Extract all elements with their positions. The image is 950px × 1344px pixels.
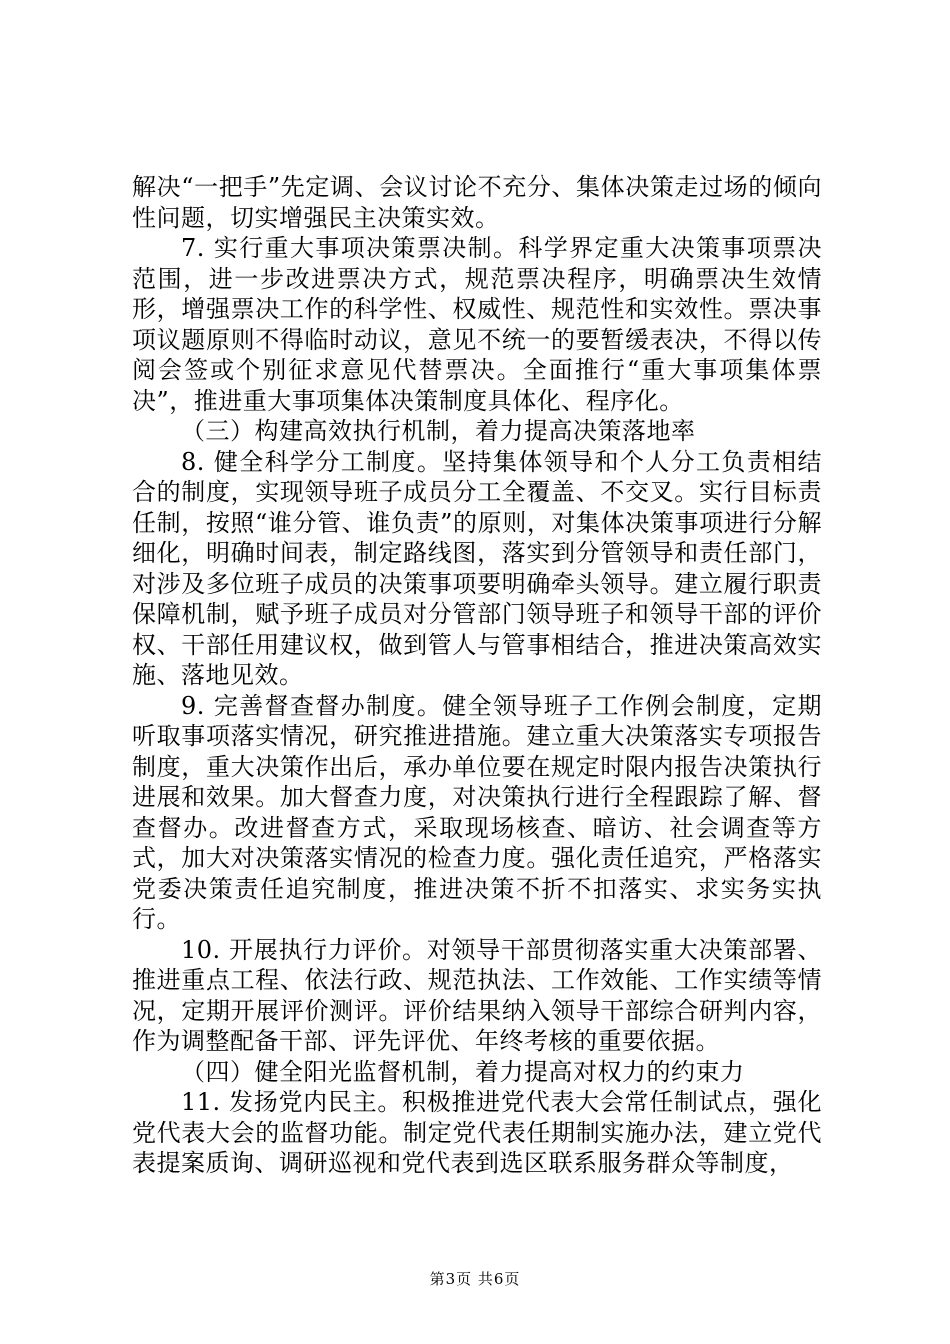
paragraph-item-10: 10. 开展执行力评价。对领导干部贯彻落实重大决策部署、推进重点工程、依法行政、规范执法、工作效能、工作实绩等情况，定期开展评价测评。评价结果纳入领导干部综合研判内容，作为调整配备干部、评先评优、年终考核的重要依据。 xyxy=(132,935,822,1055)
paragraph-continuation: 解决“一把手”先定调、会议讨论不充分、集体决策走过场的倾向性问题，切实增强民主决策实效。 xyxy=(132,173,822,232)
section-heading-4: （四）健全阳光监督机制，着力提高对权力的约束力 xyxy=(181,1057,745,1086)
page-footer: 第3页 共6页 xyxy=(429,1270,521,1288)
section-heading-3: （三）构建高效执行机制，着力提高决策落地率 xyxy=(181,417,696,445)
paragraph-item-7: 7. 实行重大事项决策票决制。科学界定重大决策事项票决范围，进一步改进票决方式，规范票决程序，明确票决生效情形，增强票决工作的科学性、权威性、规范性和实效性。票决事项议题原则不得临时动议，意见不统一的要暂缓表决，不得以传阅会签或个别征求意见代替票决。全面推行“重大事项集体票决”，推进重大事项集体决策制度具体化、程序化。 xyxy=(132,234,822,415)
paragraph-item-9: 9. 完善督查督办制度。健全领导班子工作例会制度，定期听取事项落实情况，研究推进措施。建立重大决策落实专项报告制度，重大决策作出后，承办单位要在规定时限内报告决策执行进展和效果。加大督查力度，对决策执行进行全程跟踪了解、督查督办。改进督查方式，采取现场核查、暗访、社会调查等方式，加大对决策落实情况的检查力度。强化责任追究，严格落实党委决策责任追究制度，推进决策不折不扣落实、求实务实执行。 xyxy=(132,691,822,933)
paragraph-item-8: 8. 健全科学分工制度。坚持集体领导和个人分工负责相结合的制度，实现领导班子成员分工全覆盖、不交叉。实行目标责任制，按照“谁分管、谁负责”的原则，对集体决策事项进行分解细化，明确时间表，制定路线图，落实到分管领导和责任部门，对涉及多位班子成员的决策事项要明确牵头领导。建立履行职责保障机制，赋予班子成员对分管部门领导班子和领导干部的评价权、干部任用建议权，做到管人与管事相结合，推进决策高效实施、落地见效。 xyxy=(132,447,822,689)
document-body xyxy=(132,172,822,1179)
paragraph-item-11: 11. 发扬党内民主。积极推进党代表大会常任制试点，强化党代表大会的监督功能。制定党代表任期制实施办法，建立党代表提案质询、调研巡视和党代表到选区联系服务群众等制度， xyxy=(132,1088,822,1177)
